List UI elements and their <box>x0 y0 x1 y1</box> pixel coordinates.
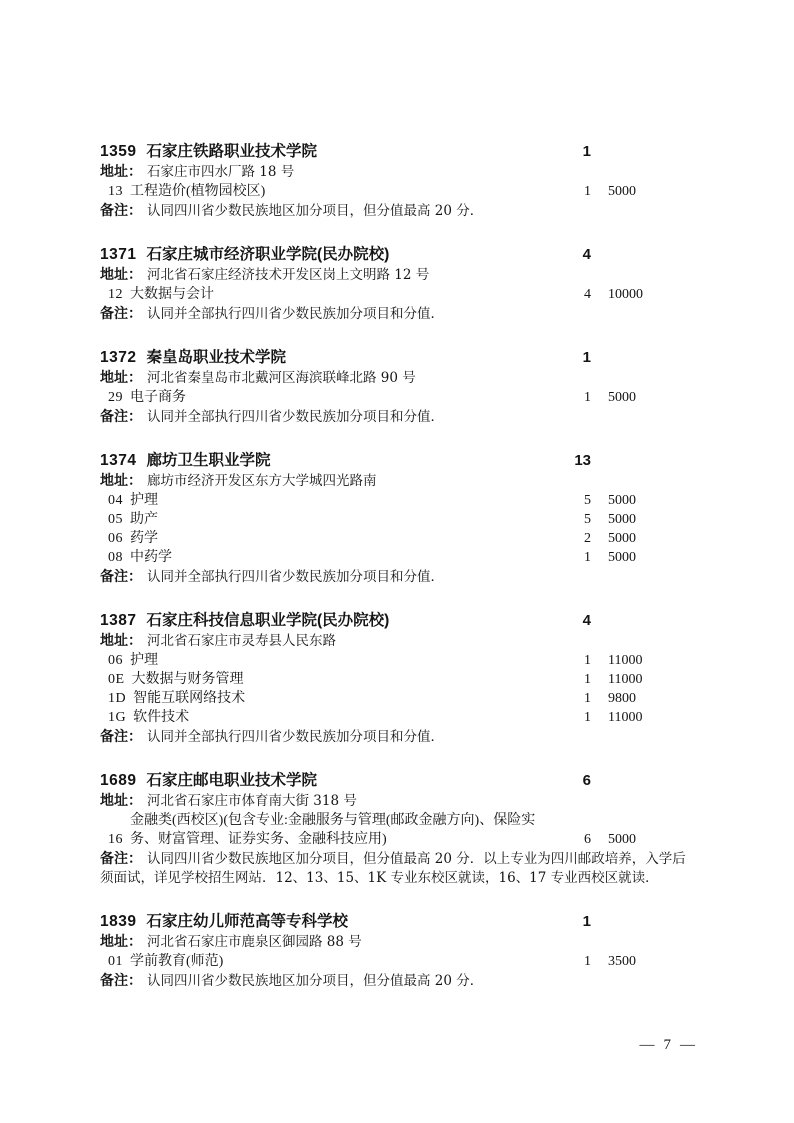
school-title-row <box>100 348 694 368</box>
note-row <box>100 971 694 991</box>
note-row <box>100 201 694 221</box>
note-label: 备注： <box>100 972 142 988</box>
major-count: 4 <box>584 287 591 302</box>
address-text: 河北省石家庄经济技术开发区岗上文明路 12 号 <box>147 267 430 283</box>
school-title <box>100 912 348 932</box>
major-name: 助产 <box>130 512 158 527</box>
major-code: 1G <box>108 710 127 725</box>
major-code: 0E <box>108 672 125 687</box>
major-fee: 5000 <box>608 512 636 527</box>
school-title-row <box>100 245 694 265</box>
school-title <box>100 611 389 631</box>
major-name: 工程造价(植物园校区) <box>130 184 266 199</box>
major-code: 04 <box>108 493 123 508</box>
major-fee: 11000 <box>608 672 643 687</box>
major-row <box>100 548 694 567</box>
major-count: 5 <box>584 512 591 527</box>
school-name: 石家庄科技信息职业学院(民办院校) <box>146 612 390 629</box>
address-text: 廊坊市经济开发区东方大学城四光路南 <box>147 473 377 489</box>
major-code: 16 <box>108 832 123 847</box>
school-total-count: 1 <box>582 913 591 930</box>
note-label: 备注： <box>100 568 142 584</box>
address-text: 石家庄市四水厂路 18 号 <box>147 164 295 180</box>
major-code: 1D <box>108 691 127 706</box>
major-fee: 5000 <box>608 531 636 546</box>
school-block <box>100 142 694 221</box>
major-fee: 5000 <box>608 493 636 508</box>
address-row <box>100 162 694 182</box>
school-list <box>100 142 694 1015</box>
address-row <box>100 631 694 651</box>
note-row <box>100 304 694 324</box>
school-total-count: 1 <box>582 349 591 366</box>
note-label: 备注： <box>100 850 142 866</box>
school-total-count: 4 <box>582 246 591 263</box>
school-block <box>100 771 694 888</box>
note-label: 备注： <box>100 408 142 424</box>
major-list <box>100 491 694 567</box>
note-label: 备注： <box>100 728 142 744</box>
school-code: 1372 <box>100 349 137 366</box>
major-code: 29 <box>108 390 123 405</box>
major-name: 护理 <box>130 653 158 668</box>
major-fee: 9800 <box>608 691 636 706</box>
school-title <box>100 245 389 265</box>
major-count: 1 <box>584 691 591 706</box>
address-label: 地址： <box>100 472 142 488</box>
school-code: 1374 <box>100 452 137 469</box>
major-row <box>100 708 694 727</box>
note-label: 备注： <box>100 202 142 218</box>
major-code: 05 <box>108 512 123 527</box>
major-count: 1 <box>584 390 591 405</box>
major-code: 01 <box>108 954 123 969</box>
major-row <box>100 491 694 510</box>
address-text: 河北省秦皇岛市北戴河区海滨联峰北路 90 号 <box>147 370 416 386</box>
note-text: 认同并全部执行四川省少数民族加分项目和分值． <box>147 409 444 425</box>
note-label: 备注： <box>100 305 142 321</box>
major-fee: 10000 <box>608 287 643 302</box>
major-row <box>100 811 694 849</box>
major-list <box>100 811 694 849</box>
note-row <box>100 407 694 427</box>
major-name: 药学 <box>130 531 158 546</box>
school-total-count: 1 <box>582 143 591 160</box>
school-block <box>100 245 694 324</box>
school-title <box>100 142 317 162</box>
address-text: 河北省石家庄市鹿泉区御园路 88 号 <box>147 934 362 950</box>
major-name: 中药学 <box>130 550 172 565</box>
major-name: 电子商务 <box>130 390 186 405</box>
school-name: 石家庄幼儿师范高等专科学校 <box>146 913 348 930</box>
major-count: 1 <box>584 672 591 687</box>
school-total-count: 4 <box>582 612 591 629</box>
address-row <box>100 368 694 388</box>
major-code: 06 <box>108 653 123 668</box>
major-fee: 5000 <box>608 390 636 405</box>
school-title-row <box>100 142 694 162</box>
major-count: 2 <box>584 531 591 546</box>
note-text: 认同并全部执行四川省少数民族加分项目和分值． <box>147 306 444 322</box>
school-block <box>100 611 694 747</box>
school-name: 石家庄城市经济职业学院(民办院校) <box>146 246 390 263</box>
major-list <box>100 651 694 727</box>
major-name: 大数据与会计 <box>130 287 214 302</box>
note-row <box>100 849 694 888</box>
major-count: 1 <box>584 184 591 199</box>
major-row <box>100 651 694 670</box>
school-name: 石家庄铁路职业技术学院 <box>146 143 317 160</box>
major-row <box>100 689 694 708</box>
address-row <box>100 932 694 952</box>
major-list <box>100 952 694 971</box>
major-fee: 5000 <box>608 184 636 199</box>
school-code: 1689 <box>100 772 137 789</box>
school-title <box>100 771 317 791</box>
address-text: 河北省石家庄市灵寿县人民东路 <box>147 633 336 649</box>
address-label: 地址： <box>100 163 142 179</box>
major-name: 护理 <box>130 493 158 508</box>
major-list <box>100 388 694 407</box>
major-name: 智能互联网络技术 <box>133 691 246 706</box>
school-block <box>100 912 694 991</box>
major-fee: 3500 <box>608 954 636 969</box>
school-code: 1371 <box>100 246 137 263</box>
school-title-row <box>100 611 694 631</box>
major-fee: 5000 <box>608 832 636 847</box>
major-code: 08 <box>108 550 123 565</box>
school-block <box>100 348 694 427</box>
footer-right-dash: — <box>680 1037 695 1053</box>
school-code: 1387 <box>100 612 137 629</box>
school-total-count: 13 <box>574 452 591 469</box>
major-list <box>100 182 694 201</box>
major-code: 06 <box>108 531 123 546</box>
address-row <box>100 791 694 811</box>
school-block <box>100 451 694 587</box>
major-fee: 11000 <box>608 653 643 668</box>
major-count: 5 <box>584 493 591 508</box>
note-text: 认同四川省少数民族地区加分项目，但分值最高 20 分．以上专业为四川邮政培养，入学后须面试，详见学校招生网站．12、13、15、1K 专业东校区就读，16、17 专业西校区就读． <box>100 851 686 886</box>
major-name: 学前教育(师范) <box>130 954 224 969</box>
note-row <box>100 727 694 747</box>
major-fee: 5000 <box>608 550 636 565</box>
school-title <box>100 348 286 368</box>
major-count: 1 <box>584 954 591 969</box>
footer-left-dash: — <box>639 1037 655 1053</box>
major-name: 大数据与财务管理 <box>131 672 244 687</box>
major-fee: 11000 <box>608 710 643 725</box>
address-label: 地址： <box>100 632 142 648</box>
address-label: 地址： <box>100 369 142 385</box>
school-total-count: 6 <box>582 772 591 789</box>
school-title-row <box>100 771 694 791</box>
address-label: 地址： <box>100 266 142 282</box>
major-count: 1 <box>584 653 591 668</box>
address-text: 河北省石家庄市体育南大街 318 号 <box>147 793 357 809</box>
school-title <box>100 451 271 471</box>
major-name: 软件技术 <box>133 710 190 725</box>
school-name: 石家庄邮电职业技术学院 <box>146 772 317 789</box>
major-count: 6 <box>584 832 591 847</box>
note-row <box>100 567 694 587</box>
major-row <box>100 388 694 407</box>
major-name: 金融类(西校区)(包含专业:金融服务与管理(邮政金融方向)、保险实务、财富管理、证券实务、金融科技应用) <box>130 813 536 847</box>
note-text: 认同并全部执行四川省少数民族加分项目和分值． <box>147 569 444 585</box>
address-row <box>100 265 694 285</box>
major-row <box>100 670 694 689</box>
major-code: 13 <box>108 184 123 199</box>
major-row <box>100 952 694 971</box>
major-row <box>100 510 694 529</box>
major-code: 12 <box>108 287 123 302</box>
note-text: 认同四川省少数民族地区加分项目，但分值最高 20 分． <box>147 203 484 219</box>
major-row <box>100 529 694 548</box>
major-row <box>100 182 694 201</box>
note-text: 认同并全部执行四川省少数民族加分项目和分值． <box>147 729 444 745</box>
school-name: 廊坊卫生职业学院 <box>146 452 271 469</box>
school-code: 1839 <box>100 913 137 930</box>
address-label: 地址： <box>100 933 142 949</box>
major-count: 1 <box>584 550 591 565</box>
page-number: 7 <box>663 1037 671 1053</box>
page-footer <box>640 1037 696 1054</box>
major-row <box>100 285 694 304</box>
school-title-row <box>100 451 694 471</box>
school-name: 秦皇岛职业技术学院 <box>146 349 286 366</box>
school-title-row <box>100 912 694 932</box>
note-text: 认同四川省少数民族地区加分项目，但分值最高 20 分． <box>147 973 484 989</box>
address-label: 地址： <box>100 792 142 808</box>
major-list <box>100 285 694 304</box>
major-count: 1 <box>584 710 591 725</box>
school-code: 1359 <box>100 143 137 160</box>
address-row <box>100 471 694 491</box>
